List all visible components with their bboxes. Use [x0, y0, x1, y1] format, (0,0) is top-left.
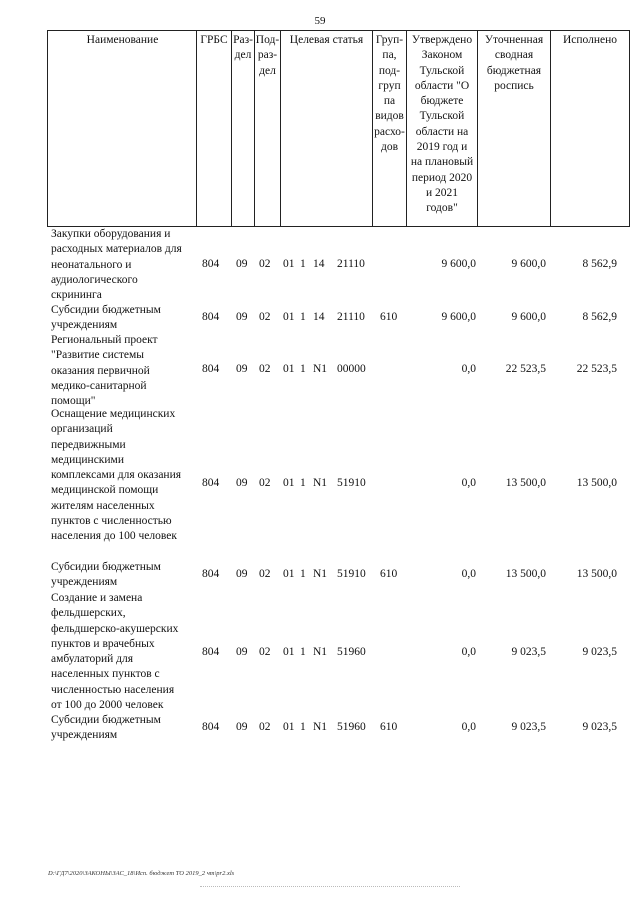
row-target-3: 14 [313, 311, 325, 323]
row-name: Субсидии бюджетным учреждениям [51, 714, 161, 742]
row-target-3: 14 [313, 258, 325, 270]
row-target-2: 1 [300, 258, 306, 270]
scan-artifact-line [200, 886, 460, 889]
row-executed: 13 500,0 [576, 568, 617, 580]
row-target-3: N1 [313, 568, 328, 580]
header-group: Груп- па, под- груп па видов расхо- дов [374, 34, 405, 154]
row-refined: 22 523,5 [505, 363, 546, 375]
row-podrazdel: 02 [259, 477, 271, 489]
row-approved: 9 600,0 [441, 311, 476, 323]
row-razdel: 09 [236, 721, 248, 733]
row-grbs: 804 [202, 363, 220, 375]
row-target-1: 01 [283, 646, 295, 658]
row-approved: 0,0 [461, 646, 476, 658]
row-executed: 9 023,5 [582, 646, 617, 658]
row-approved: 0,0 [461, 568, 476, 580]
row-target-1: 01 [283, 363, 295, 375]
row-grbs: 804 [202, 311, 220, 323]
row-grbs: 804 [202, 258, 220, 270]
row-approved: 9 600,0 [441, 258, 476, 270]
row-target-4: 51910 [337, 568, 366, 580]
row-grbs: 804 [202, 568, 220, 580]
header-name: Наименование [86, 34, 159, 46]
row-grbs: 804 [202, 477, 220, 489]
row-target-1: 01 [283, 258, 295, 270]
row-target-3: N1 [313, 721, 328, 733]
header-podrazdel: Под- раз- дел [255, 34, 280, 77]
column-divider [550, 31, 551, 226]
row-name: Закупки оборудования и расходных материалов для неонатального и аудиологического скрининга [51, 228, 182, 302]
row-approved: 0,0 [461, 477, 476, 489]
row-podrazdel: 02 [259, 363, 271, 375]
row-grbs: 804 [202, 646, 220, 658]
row-podrazdel: 02 [259, 721, 271, 733]
row-refined: 13 500,0 [505, 568, 546, 580]
row-target-4: 21110 [337, 311, 365, 323]
row-refined: 9 023,5 [511, 721, 546, 733]
row-group: 610 [380, 311, 398, 323]
row-target-4: 51910 [337, 477, 366, 489]
row-target-3: N1 [313, 646, 328, 658]
row-target-1: 01 [283, 477, 295, 489]
row-razdel: 09 [236, 363, 248, 375]
row-approved: 0,0 [461, 721, 476, 733]
row-razdel: 09 [236, 477, 248, 489]
file-path-footer: D:\ГД7\2020\ЗАКОНЫ\ЗАС_18\Исп. бюджет ТО 2019_2 чт\pr2.xls [48, 870, 235, 877]
row-name: Субсидии бюджетным учреждениям [51, 304, 161, 332]
row-refined: 13 500,0 [505, 477, 546, 489]
row-executed: 22 523,5 [576, 363, 617, 375]
row-razdel: 09 [236, 258, 248, 270]
row-target-2: 1 [300, 311, 306, 323]
row-group: 610 [380, 568, 398, 580]
header-refined: Уточненная сводная бюджетная роспись [484, 34, 544, 92]
row-group: 610 [380, 721, 398, 733]
row-grbs: 804 [202, 721, 220, 733]
row-razdel: 09 [236, 568, 248, 580]
row-target-1: 01 [283, 721, 295, 733]
row-target-4: 00000 [337, 363, 366, 375]
row-podrazdel: 02 [259, 568, 271, 580]
row-razdel: 09 [236, 311, 248, 323]
row-podrazdel: 02 [259, 258, 271, 270]
row-razdel: 09 [236, 646, 248, 658]
row-refined: 9 600,0 [511, 258, 546, 270]
row-target-2: 1 [300, 477, 306, 489]
row-executed: 13 500,0 [576, 477, 617, 489]
row-name: Субсидии бюджетным учреждениям [51, 561, 161, 589]
page-number: 59 [314, 15, 326, 27]
row-target-1: 01 [283, 311, 295, 323]
row-refined: 9 023,5 [511, 646, 546, 658]
header-grbs: ГРБС [200, 34, 228, 46]
row-name: Оснащение медицинских организаций передвижными медицинскими комплексами для оказания медицинской помощи жителям населенных пунктов с численностью населения до 100 человек [51, 408, 182, 543]
column-divider [196, 31, 197, 226]
row-target-2: 1 [300, 646, 306, 658]
row-refined: 9 600,0 [511, 311, 546, 323]
row-executed: 9 023,5 [582, 721, 617, 733]
header-target: Целевая статья [289, 34, 364, 46]
row-approved: 0,0 [461, 363, 476, 375]
row-podrazdel: 02 [259, 311, 271, 323]
row-name: Региональный проект "Развитие системы оказания первичной медико-санитарной помощи" [51, 334, 158, 408]
header-approved: Утверждено Законом Тульской области "О бюджете Тульской области на 2019 год и на плановый период 2020 и 2021 годов" [410, 34, 474, 215]
row-target-2: 1 [300, 363, 306, 375]
row-executed: 8 562,9 [582, 311, 617, 323]
header-razdel: Раз- дел [233, 34, 253, 62]
row-target-2: 1 [300, 721, 306, 733]
row-target-4: 21110 [337, 258, 365, 270]
row-target-3: N1 [313, 477, 328, 489]
row-name: Создание и замена фельдшерских, фельдшерско-акушерских пунктов и врачебных амбулаторий для населенных пунктов с численностью населения от 100 до 2000 человек [51, 592, 179, 712]
table-header [47, 30, 630, 227]
row-target-2: 1 [300, 568, 306, 580]
row-podrazdel: 02 [259, 646, 271, 658]
row-executed: 8 562,9 [582, 258, 617, 270]
header-executed: Исполнено [562, 34, 618, 46]
row-target-4: 51960 [337, 721, 366, 733]
column-divider [280, 31, 281, 226]
row-target-1: 01 [283, 568, 295, 580]
row-target-4: 51960 [337, 646, 366, 658]
row-target-3: N1 [313, 363, 328, 375]
